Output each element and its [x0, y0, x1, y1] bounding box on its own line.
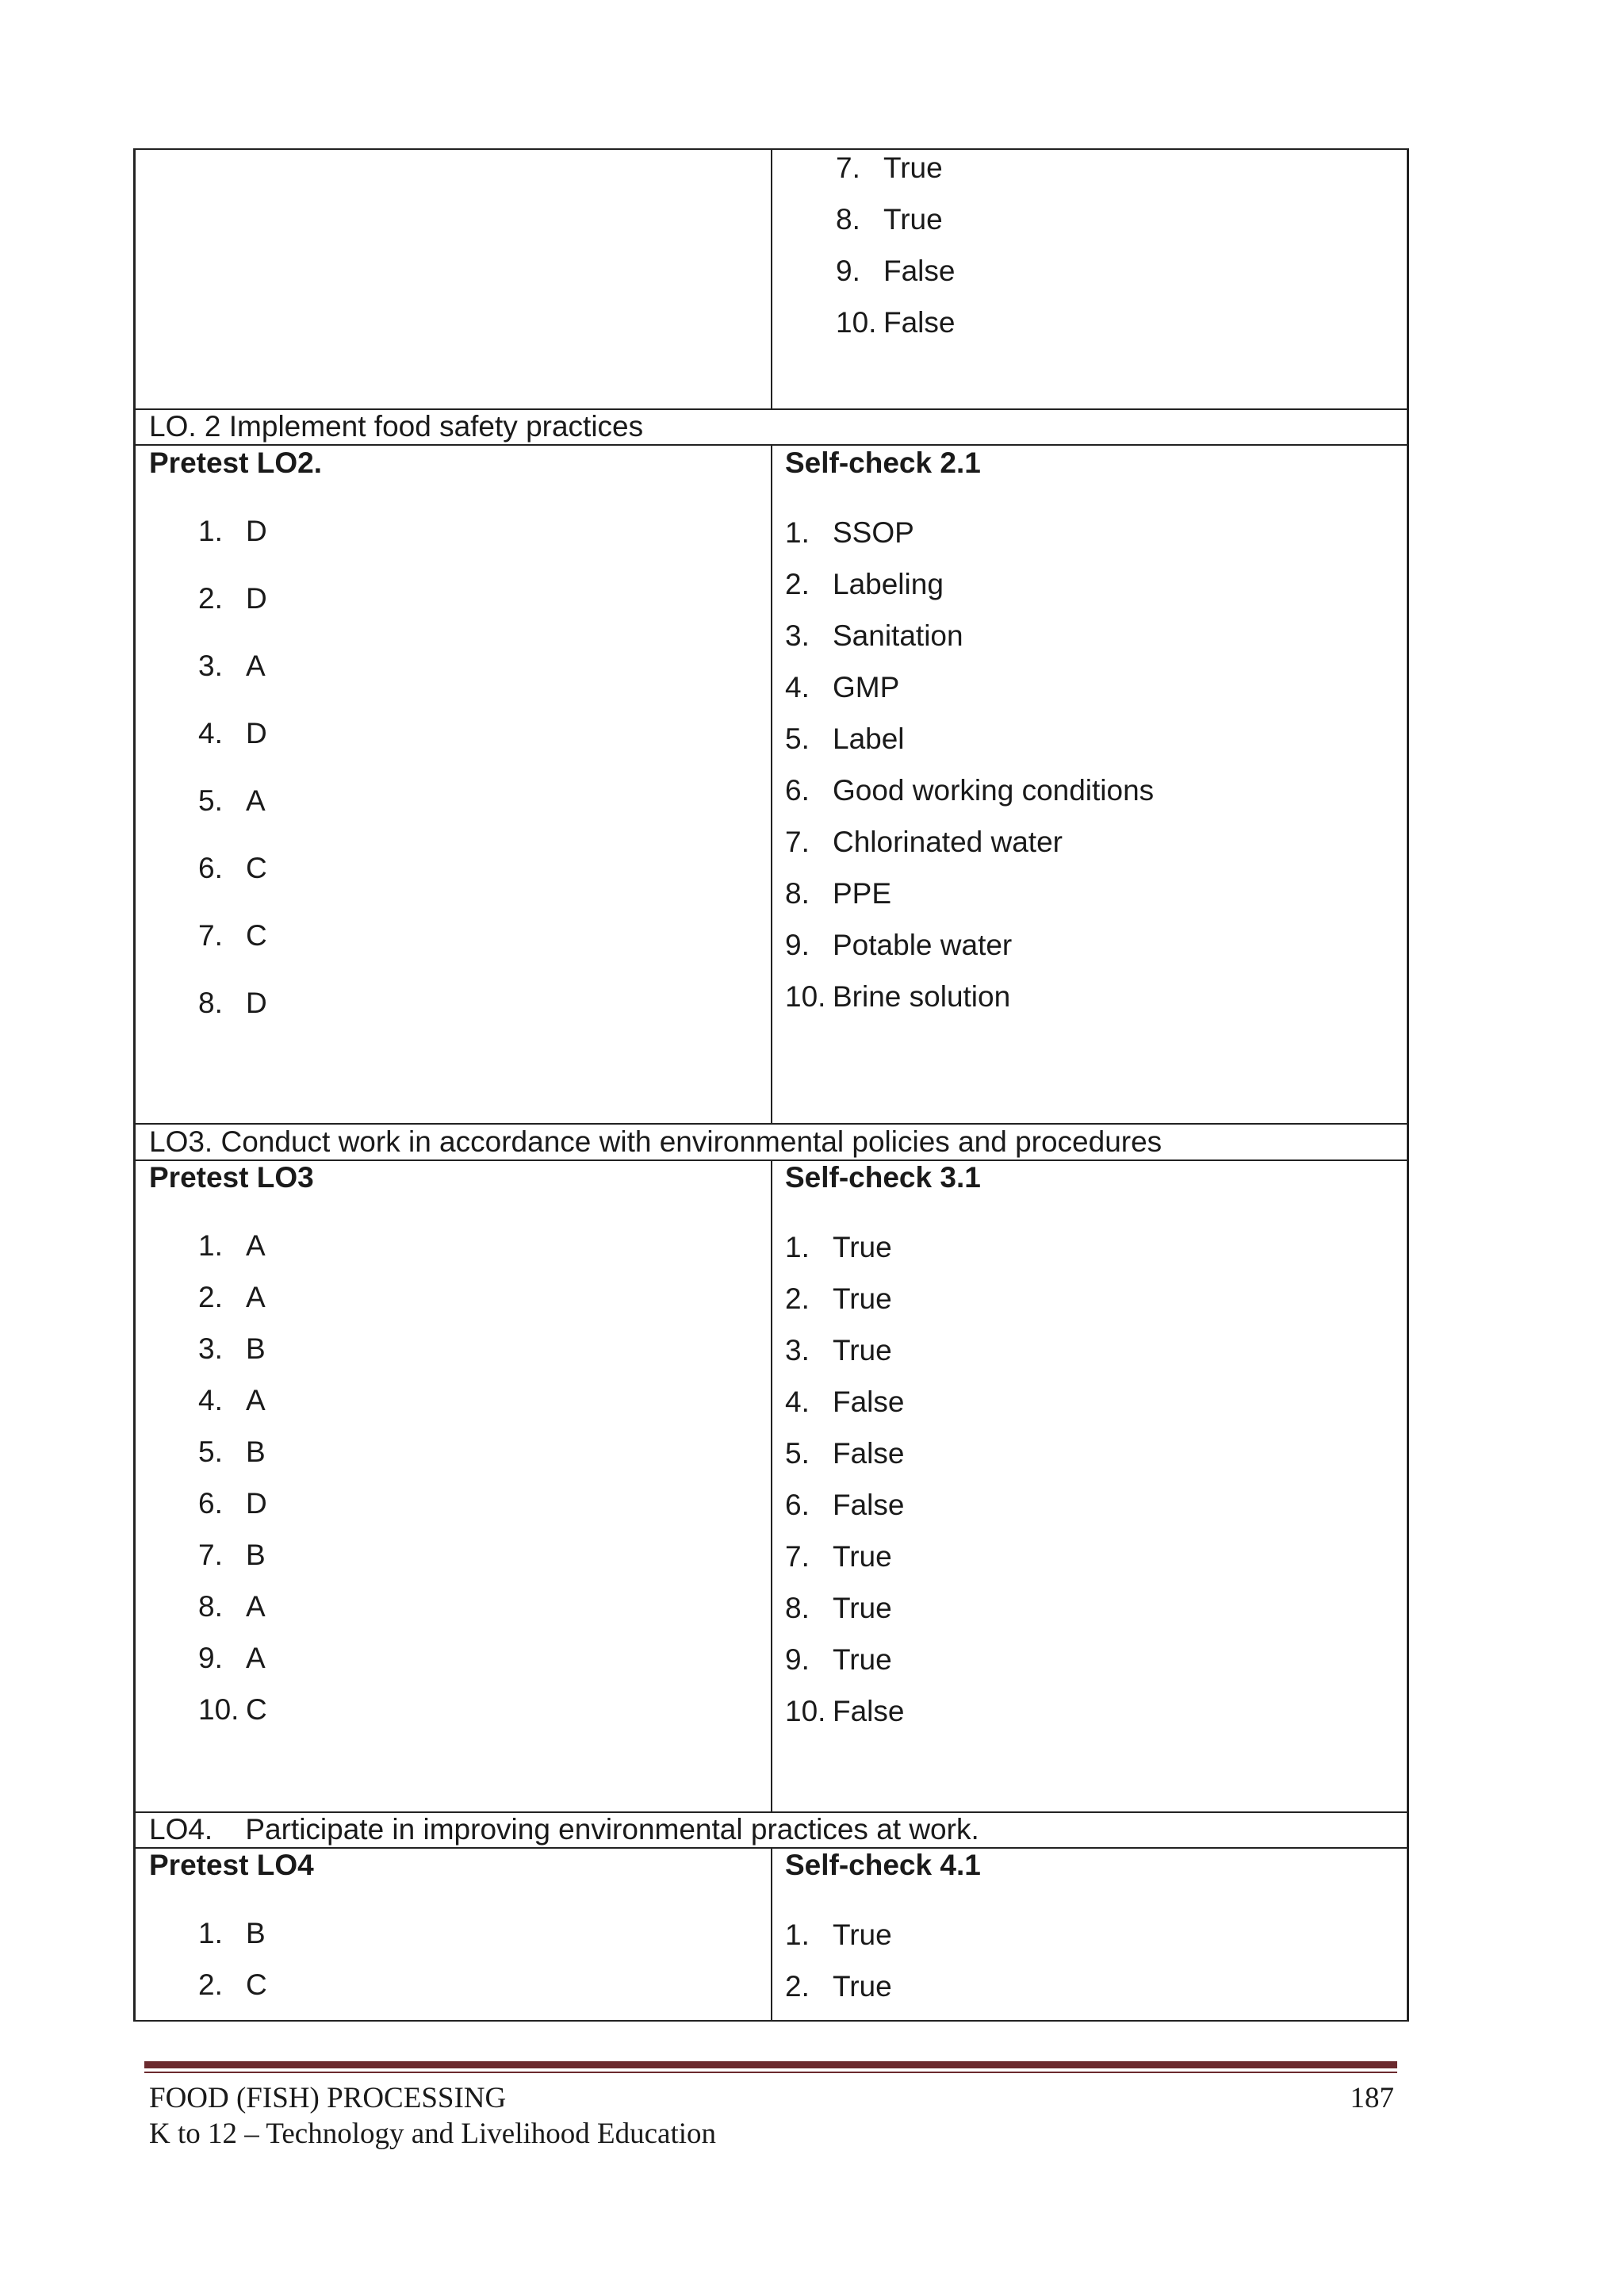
list-item: 4. A [198, 1384, 266, 1416]
footer-page-number: 187 [1350, 2082, 1394, 2114]
pretest-lo3-heading: Pretest LO3 [149, 1161, 314, 1194]
list-item: 7. Chlorinated water [785, 826, 1063, 858]
self-check-2-1-heading: Self-check 2.1 [785, 447, 981, 479]
list-item: 8. D [198, 987, 267, 1019]
list-item: 8. A [198, 1590, 266, 1623]
table-divider [771, 444, 772, 1124]
list-item: 3. A [198, 650, 266, 682]
list-item: 6. False [785, 1489, 905, 1521]
list-item: 2. True [785, 1282, 892, 1315]
lo4-title: LO4. Participate in improving environmental practices at work. [149, 1813, 979, 1846]
list-item: 9. True [785, 1643, 892, 1676]
list-item: 5. Label [785, 723, 905, 755]
list-item: 1. D [198, 515, 267, 547]
pretest-lo4-heading: Pretest LO4 [149, 1849, 314, 1881]
list-item: 2. True [785, 1970, 892, 2003]
list-item: 1. A [198, 1229, 266, 1262]
table-divider [771, 1159, 772, 1812]
list-item: 5. A [198, 784, 266, 817]
footer-rule-thin [144, 2072, 1397, 2073]
list-item: 1. SSOP [785, 516, 914, 549]
pretest-lo2-heading: Pretest LO2. [149, 447, 322, 479]
table-border-left [133, 148, 136, 2021]
list-item: 10. False [785, 1695, 905, 1727]
list-item: 9. A [198, 1642, 266, 1674]
list-item: 9. False [836, 255, 956, 287]
list-item: 2. C [198, 1968, 267, 2001]
footer-course-title: FOOD (FISH) PROCESSING [149, 2082, 507, 2114]
list-item: 10. C [198, 1693, 267, 1726]
table-divider [771, 148, 772, 409]
list-item: 2. Labeling [785, 568, 944, 600]
list-item: 2. D [198, 582, 267, 615]
footer-rule [144, 2061, 1397, 2068]
list-item: 9. Potable water [785, 929, 1013, 961]
footer-program: K to 12 – Technology and Livelihood Education [149, 2118, 717, 2150]
list-item: 2. A [198, 1281, 266, 1313]
lo2-title: LO. 2 Implement food safety practices [149, 410, 644, 443]
list-item: 5. B [198, 1435, 266, 1468]
list-item: 7. B [198, 1539, 266, 1571]
list-item: 1. B [198, 1917, 266, 1949]
list-item: 7. True [836, 151, 943, 184]
list-item: 10. Brine solution [785, 980, 1011, 1013]
list-item: 5. False [785, 1437, 905, 1470]
list-item: 1. True [785, 1918, 892, 1951]
self-check-3-1-heading: Self-check 3.1 [785, 1161, 981, 1194]
list-item: 3. Sanitation [785, 619, 963, 652]
lo3-title: LO3. Conduct work in accordance with environmental policies and procedures [149, 1125, 1162, 1158]
self-check-4-1-heading: Self-check 4.1 [785, 1849, 981, 1881]
list-item: 4. D [198, 717, 267, 749]
list-item: 6. D [198, 1487, 267, 1520]
list-item: 6. Good working conditions [785, 774, 1155, 807]
list-item: 10. False [836, 306, 956, 339]
table-divider [771, 1847, 772, 2021]
list-item: 3. B [198, 1332, 266, 1365]
list-item: 7. True [785, 1540, 892, 1573]
list-item: 4. False [785, 1386, 905, 1418]
list-item: 8. PPE [785, 877, 892, 910]
list-item: 8. True [836, 203, 943, 236]
list-item: 8. True [785, 1592, 892, 1624]
table-border-right [1407, 148, 1409, 2021]
list-item: 1. True [785, 1231, 892, 1263]
list-item: 6. C [198, 852, 267, 884]
list-item: 3. True [785, 1334, 892, 1366]
list-item: 7. C [198, 919, 267, 952]
list-item: 4. GMP [785, 671, 900, 703]
